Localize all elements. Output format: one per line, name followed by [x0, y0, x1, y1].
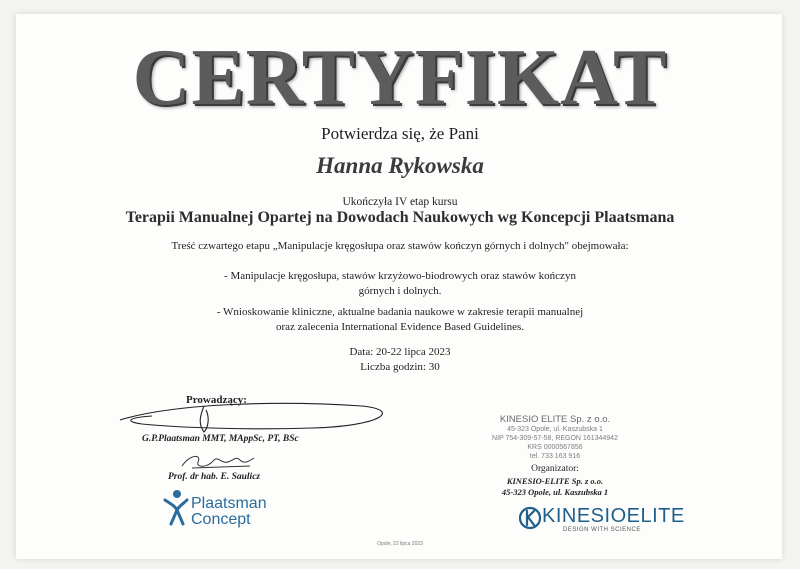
date-block: [0, 345, 800, 375]
intro-text: Potwierdza się, że Pani: [321, 124, 479, 143]
hours-line: Liczba godzin: 30: [360, 361, 440, 373]
content-line: Treść czwartego etapu „Manipulacje kręgosłupa oraz stawów kończyn górnych i dolnych" obejmowała:: [171, 240, 629, 252]
kinesio-elite-logo-text: KINESIOELITE: [542, 505, 685, 527]
course-title: Terapii Manualnej Opartej na Dowodach Naukowych wg Koncepcji Plaatsmana: [125, 209, 675, 226]
organizer-name: KINESIO-ELITE Sp. z o.o.: [506, 475, 604, 486]
stamp-line-2: 45-323 Opole, ul. Kaszubska 1: [507, 426, 603, 433]
date-line: Data: 20-22 lipca 2023: [349, 346, 451, 358]
kinesio-k-icon: [519, 505, 541, 531]
kinesio-tagline: DESIGN WITH SCIENCE: [563, 527, 641, 533]
plaatsman-logo-line-2: Concept: [191, 511, 251, 528]
plaatsman-logo-line-1: Plaatsman: [191, 495, 267, 512]
footer-place-date: Opole, 22 lipca 2023: [377, 541, 423, 547]
leader-1-name: G.P.Plaatsman MMT, MAppSc, PT, BSc: [142, 434, 299, 444]
stamp-line-1: KINESIO ELITE Sp. z o.o.: [499, 414, 611, 425]
stamp-line-3: NIP 754-309-57-58, REGON 161344942: [492, 435, 618, 442]
company-stamp: [470, 414, 640, 461]
signature-plaatsman: [112, 398, 402, 438]
leader-2-name: Prof. dr hab. E. Saulicz: [168, 472, 261, 482]
organizer-block: [470, 464, 640, 499]
signature-saulicz: [178, 450, 258, 472]
recipient-name: Hanna Rykowska: [316, 153, 484, 178]
organizer-address: 45-323 Opole, ul. Kaszubska 1: [501, 487, 609, 497]
bullet-1-line-2: górnych i dolnych.: [358, 285, 442, 297]
organizer-label: Organizator:: [531, 464, 579, 474]
bullet-list: [0, 269, 800, 335]
stamp-line-4: KRS 0000567856: [527, 444, 583, 451]
certificate-title: CERTYFIKAT: [132, 34, 668, 122]
bullet-1-line-1: - Manipulacje kręgosłupa, stawów krzyżowo-biodrowych oraz stawów kończyn: [224, 270, 576, 282]
bullet-2-line-1: - Wnioskowanie kliniczne, aktualne badania naukowe w zakresie terapii manualnej: [216, 306, 584, 318]
stage-line: Ukończyła IV etap kursu: [342, 196, 458, 208]
plaatsman-figure-icon: [163, 488, 189, 526]
bullet-2-line-2: oraz zalecenia International Evidence Based Guidelines.: [276, 321, 524, 333]
leaders-label: Prowadzący:: [186, 394, 247, 406]
stamp-line-5: tel. 733 163 916: [529, 453, 581, 460]
